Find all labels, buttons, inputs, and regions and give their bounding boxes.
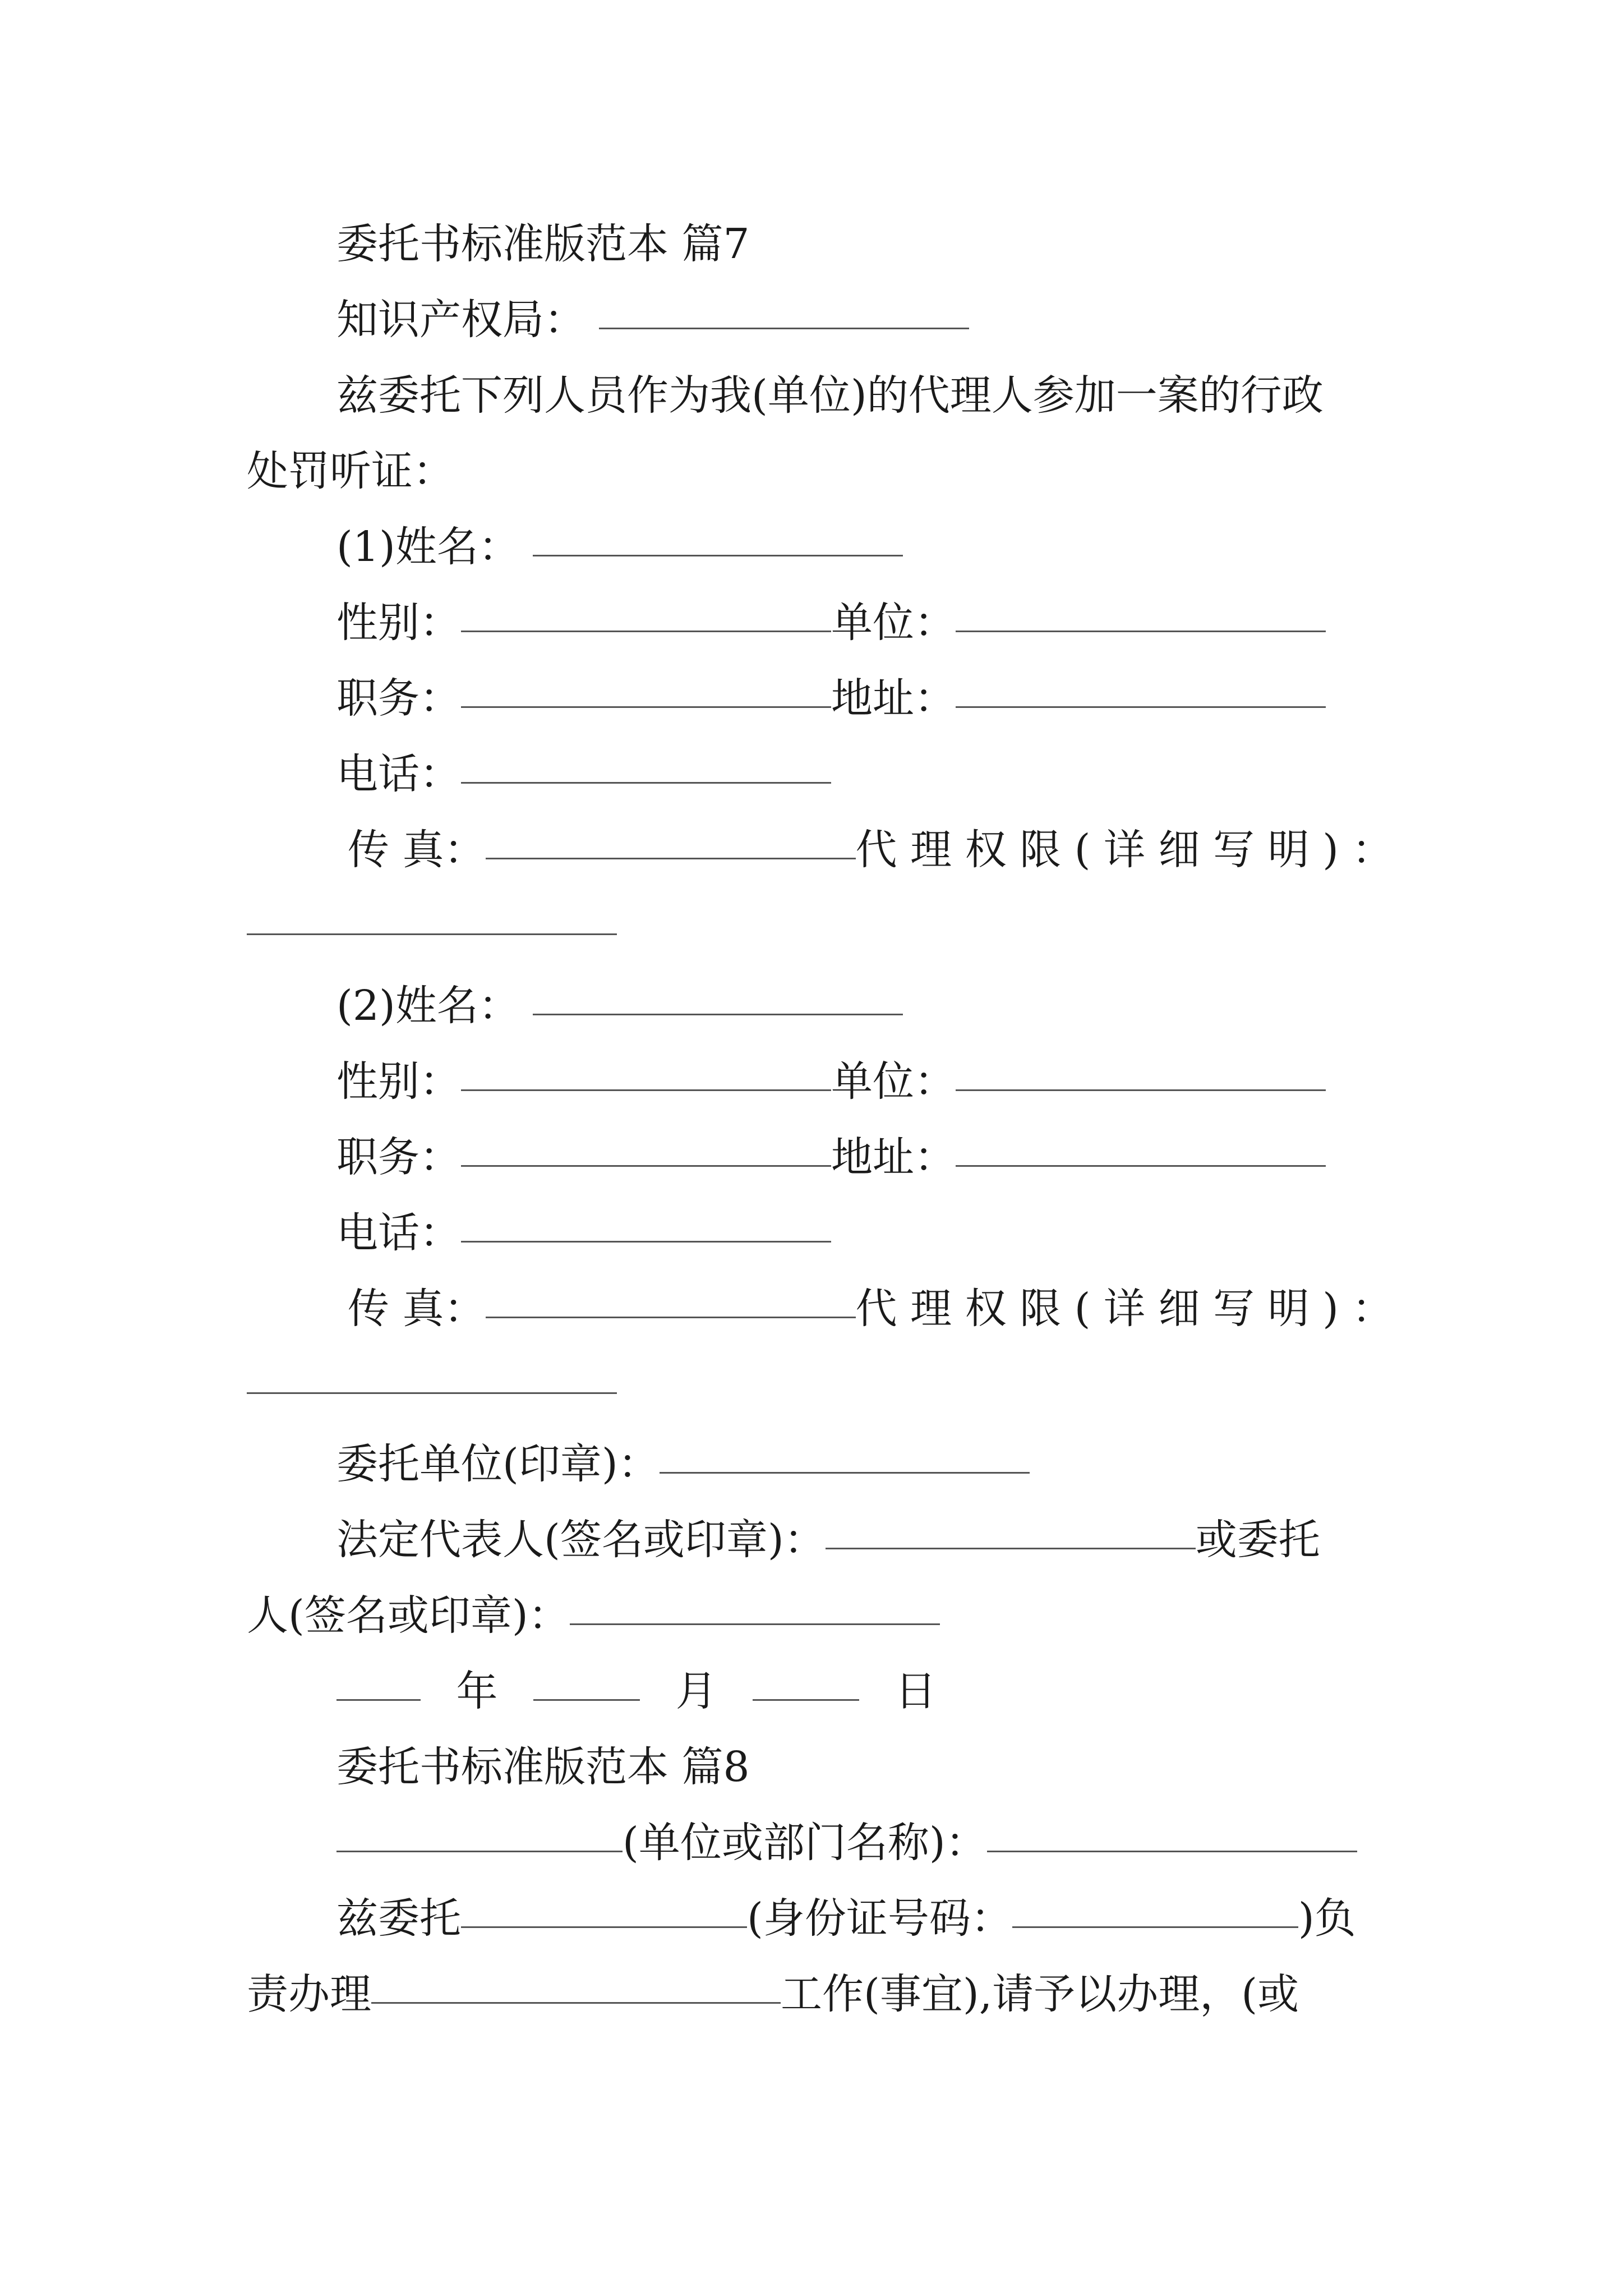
principal-person-line: 人(签名或印章)： xyxy=(247,1585,940,1646)
id-number-blank[interactable] xyxy=(1012,1926,1298,1928)
agent2-position-blank[interactable] xyxy=(461,1165,831,1167)
agent2-fax-scope-line: 传 真： 代 理 权 限 ( 详 细 写 明 ) ： xyxy=(348,1285,1394,1333)
agent2-gender-unit-line: 性别： 单位： xyxy=(336,1051,1326,1112)
agent1-gender-unit-line: 性别： 单位： xyxy=(336,592,1326,654)
unit-dept-line: (单位或部门名称)： xyxy=(336,1812,1357,1874)
year-blank[interactable] xyxy=(336,1699,421,1701)
principal-unit-line: 委托单位(印章)： xyxy=(336,1433,1030,1495)
entrusted-person-blank[interactable] xyxy=(461,1926,747,1928)
agent1-name-blank[interactable] xyxy=(533,554,903,556)
agent1-unit-blank[interactable] xyxy=(956,630,1326,632)
agent2-unit-blank[interactable] xyxy=(956,1089,1326,1091)
agent1-position-blank[interactable] xyxy=(461,706,831,708)
principal-person-blank[interactable] xyxy=(570,1623,940,1625)
section7-heading: 委托书标准版范本 篇7 xyxy=(336,220,750,268)
ipo-label: 知识产权局： xyxy=(336,296,585,344)
entrust-line: 兹委托 (身份证号码： )负 xyxy=(336,1894,1356,1943)
handle-line: 责办理 工作(事宜),请予以办理，(或 xyxy=(247,1970,1299,2018)
legal-rep-blank[interactable] xyxy=(826,1547,1196,1549)
agent2-name-blank[interactable] xyxy=(533,1013,903,1015)
intro-line-1: 兹委托下列人员作为我(单位)的代理人参加一案的行政 xyxy=(336,371,1324,420)
ipo-line xyxy=(336,289,969,351)
day-blank[interactable] xyxy=(753,1699,859,1701)
unit-dept-blank[interactable] xyxy=(336,1850,623,1852)
agent2-address-blank[interactable] xyxy=(956,1165,1326,1167)
agent2-scope-blank-line xyxy=(247,1354,617,1415)
agent1-phone-blank[interactable] xyxy=(461,781,831,784)
year-label: 年 xyxy=(456,1667,498,1715)
legal-rep-line: 法定代表人(签名或印章)： 或委托 xyxy=(336,1516,1320,1564)
agent2-phone-blank[interactable] xyxy=(461,1240,831,1243)
agent2-fax-blank[interactable] xyxy=(486,1316,856,1318)
agent2-scope-blank[interactable] xyxy=(247,1392,617,1394)
date-line xyxy=(336,1660,937,1722)
agent2-gender-blank[interactable] xyxy=(461,1089,831,1091)
day-label: 日 xyxy=(895,1667,937,1715)
agent1-gender-blank[interactable] xyxy=(461,630,831,632)
ipo-blank[interactable] xyxy=(599,327,969,329)
agent1-phone-line: 电话： xyxy=(336,743,831,805)
handle-blank[interactable] xyxy=(371,2001,781,2004)
month-blank[interactable] xyxy=(533,1699,640,1701)
agent1-fax-blank[interactable] xyxy=(486,857,856,859)
agent1-scope-blank-line xyxy=(247,895,617,956)
agent1-name-line: (1)姓名： xyxy=(336,516,903,578)
principal-unit-blank[interactable] xyxy=(660,1471,1030,1474)
agent1-address-blank[interactable] xyxy=(956,706,1326,708)
unit-dept-name-blank[interactable] xyxy=(987,1850,1357,1852)
agent2-phone-line: 电话： xyxy=(336,1202,831,1264)
agent1-scope-blank[interactable] xyxy=(247,933,617,935)
agent1-fax-scope-line: 传 真： 代 理 权 限 ( 详 细 写 明 ) ： xyxy=(348,826,1394,874)
agent2-name-line: (2)姓名： xyxy=(336,975,903,1037)
section8-heading: 委托书标准版范本 篇8 xyxy=(336,1743,750,1791)
agent2-position-address-line: 职务： 地址： xyxy=(336,1126,1326,1188)
month-label: 月 xyxy=(675,1667,717,1715)
agent1-position-address-line: 职务： 地址： xyxy=(336,668,1326,729)
intro-line-2: 处罚听证： xyxy=(247,447,454,495)
